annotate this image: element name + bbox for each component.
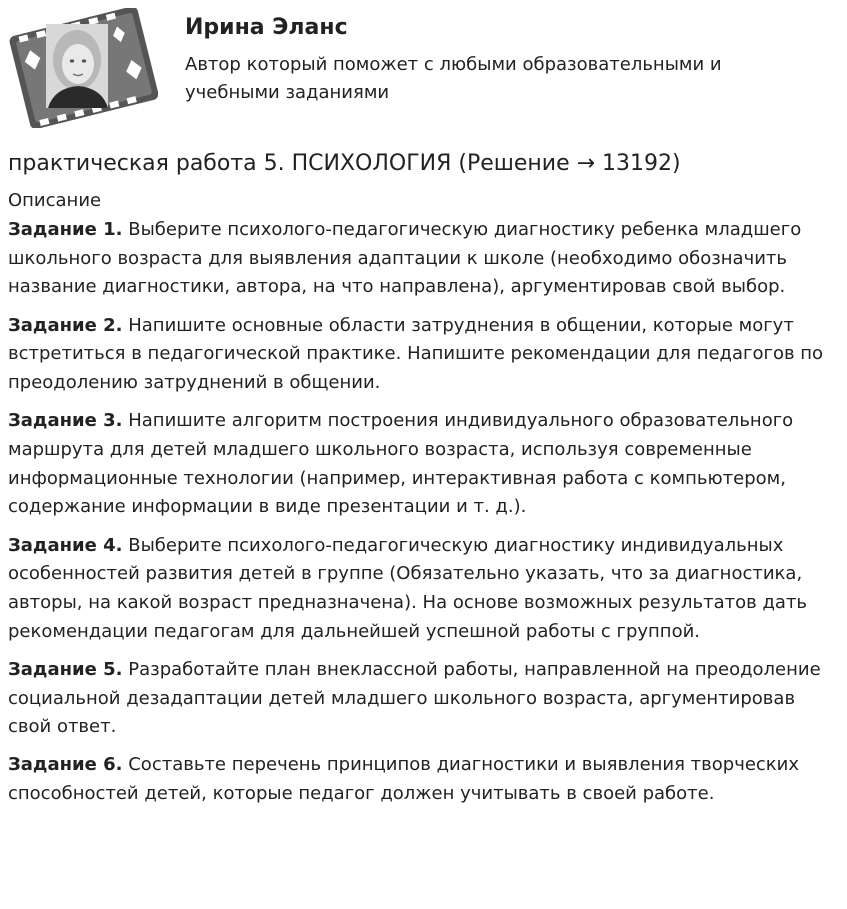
task-item bbox=[8, 532, 841, 647]
task-item bbox=[8, 407, 841, 522]
task-text: Напишите алгоритм построения индивидуального образовательного маршрута для детей младшего школьного возраста, используя современные информационные технологии (например, интерактивная работа с компьютером, содержание информации в виде презентации и т. д.). bbox=[8, 410, 794, 518]
task-text: Напишите основные области затруднения в общении, которые могут встретиться в педагогической практике. Напишите рекомендации для педагогов по преодолению затруднений в общении. bbox=[8, 314, 824, 394]
task-label: Задание 3. bbox=[8, 410, 123, 432]
task-label: Задание 6. bbox=[8, 754, 123, 776]
task-label: Задание 2. bbox=[8, 314, 123, 336]
task-text: Выберите психолого-педагогическую диагностику ребенка младшего школьного возраста для выявления адаптации к школе (необходимо обозначить название диагностики, автора, на что направлена), аргументировав свой выбор. bbox=[8, 219, 802, 298]
task-item bbox=[8, 656, 841, 742]
task-text: Составьте перечень принципов диагностики и выявления творческих способностей детей, которые педагог должен учитывать в своей работе. bbox=[8, 754, 800, 805]
task-text: Выберите психолого-педагогическую диагностику индивидуальных особенностей развития детей в группе (Обязательно указать, что за диагностика, авторы, на какой возраст предназначена). На основе возможных результатов дать рекомендации педагогам для дальнейшей успешной работы с группой. bbox=[8, 534, 808, 642]
task-list bbox=[8, 216, 841, 818]
author-avatar bbox=[8, 8, 158, 128]
author-description: Автор который поможет с любыми образовательными и учебными заданиями bbox=[185, 54, 722, 103]
task-label: Задание 5. bbox=[8, 658, 123, 680]
page-title: практическая работа 5. ПСИХОЛОГИЯ (Решение → 13192) bbox=[8, 151, 681, 176]
task-item bbox=[8, 751, 841, 808]
task-text: Разработайте план внеклассной работы, направленной на преодоление социальной дезадаптации детей младшего школьного возраста, аргументировав свой ответ. bbox=[8, 658, 821, 738]
author-card bbox=[8, 8, 839, 128]
section-label: Описание bbox=[8, 190, 102, 211]
task-item bbox=[8, 312, 841, 398]
task-label: Задание 1. bbox=[8, 219, 123, 240]
task-item bbox=[8, 216, 841, 302]
author-name: Ирина Эланс bbox=[185, 15, 348, 40]
task-label: Задание 4. bbox=[8, 534, 123, 556]
